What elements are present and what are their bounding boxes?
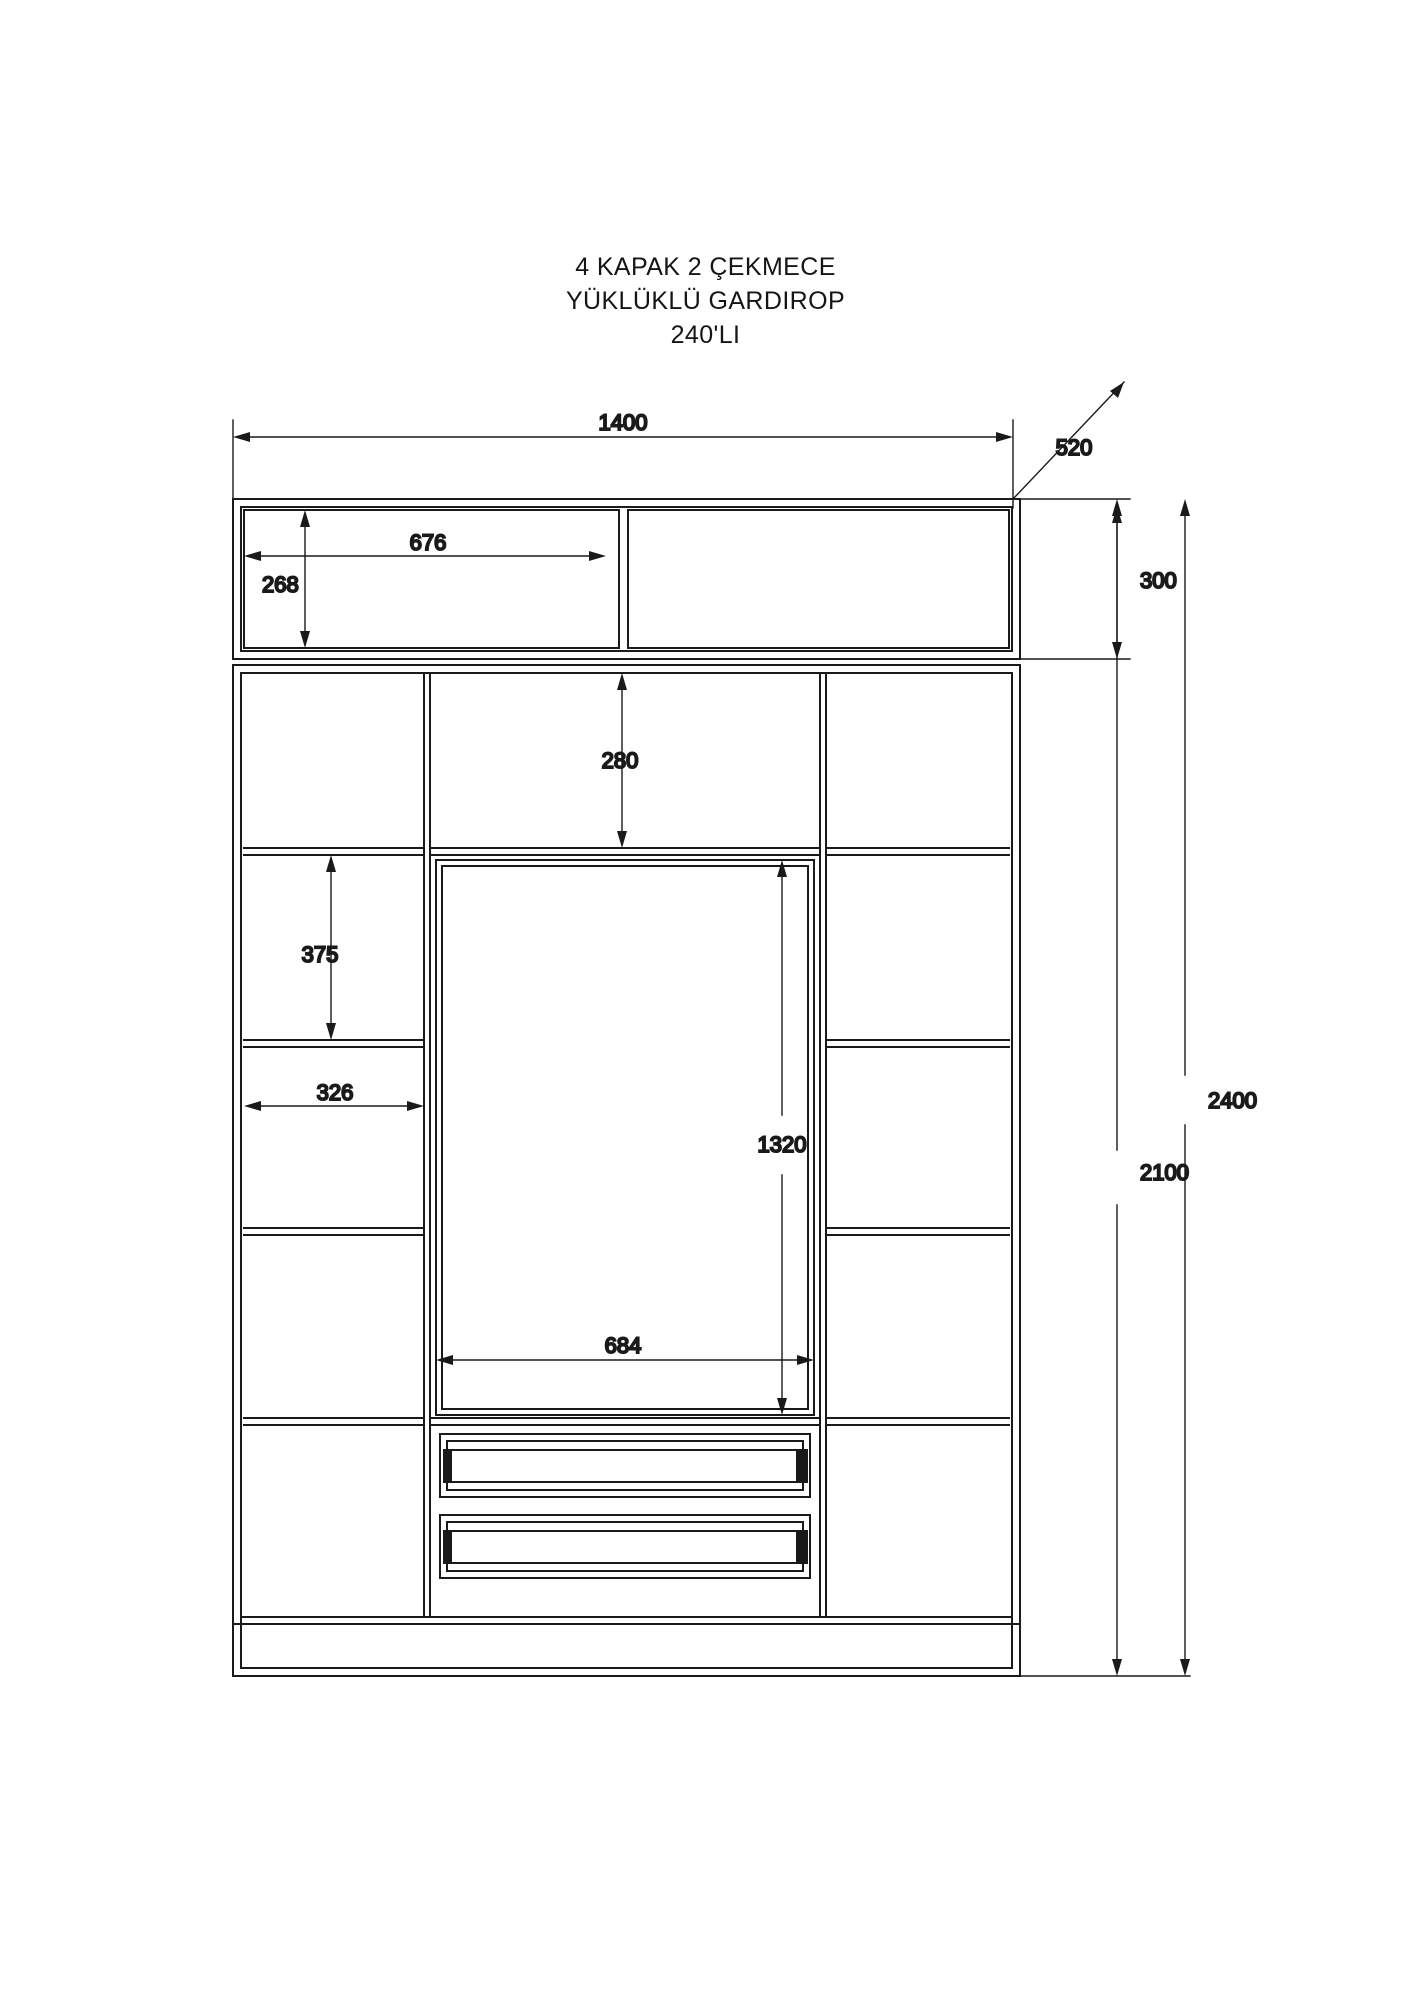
title-line-1: 4 KAPAK 2 ÇEKMECE [575, 253, 836, 281]
drawer-zone [430, 1418, 820, 1425]
dim-label-280: 280 [601, 748, 639, 773]
title-line-2: YÜKLÜKLÜ GARDIROP [565, 287, 846, 315]
dim-label-520: 520 [1055, 435, 1093, 460]
dim-label-1320: 1320 [757, 1132, 807, 1157]
top-unit-outline [233, 499, 1020, 659]
dim-label-1400: 1400 [598, 410, 648, 435]
dim-label-2100: 2100 [1140, 1160, 1189, 1185]
dim-label-684: 684 [604, 1333, 642, 1358]
dim-label-375: 375 [301, 942, 339, 967]
left-column-shelves [244, 848, 424, 1425]
dim-label-268: 268 [262, 572, 299, 597]
right-column-shelves [826, 848, 1009, 1425]
left-column-divider [424, 673, 430, 1617]
dimension-top-door-height [300, 510, 310, 648]
top-right-door [628, 510, 1009, 648]
dim-label-676: 676 [409, 530, 447, 555]
right-column-divider [820, 673, 826, 1617]
drawer-lower [440, 1515, 810, 1578]
dim-label-2400: 2400 [1208, 1088, 1257, 1113]
center-upper-shelf [430, 848, 820, 855]
dimension-body-height [1013, 506, 1190, 1676]
title-line-3: 240'LI [670, 321, 741, 349]
dim-label-326: 326 [316, 1080, 354, 1105]
drawer-upper [440, 1434, 810, 1497]
main-body-outline [233, 665, 1020, 1676]
bottom-rail [241, 1617, 1012, 1624]
dimension-overall-height [1180, 499, 1190, 1676]
dim-label-300: 300 [1140, 568, 1177, 593]
